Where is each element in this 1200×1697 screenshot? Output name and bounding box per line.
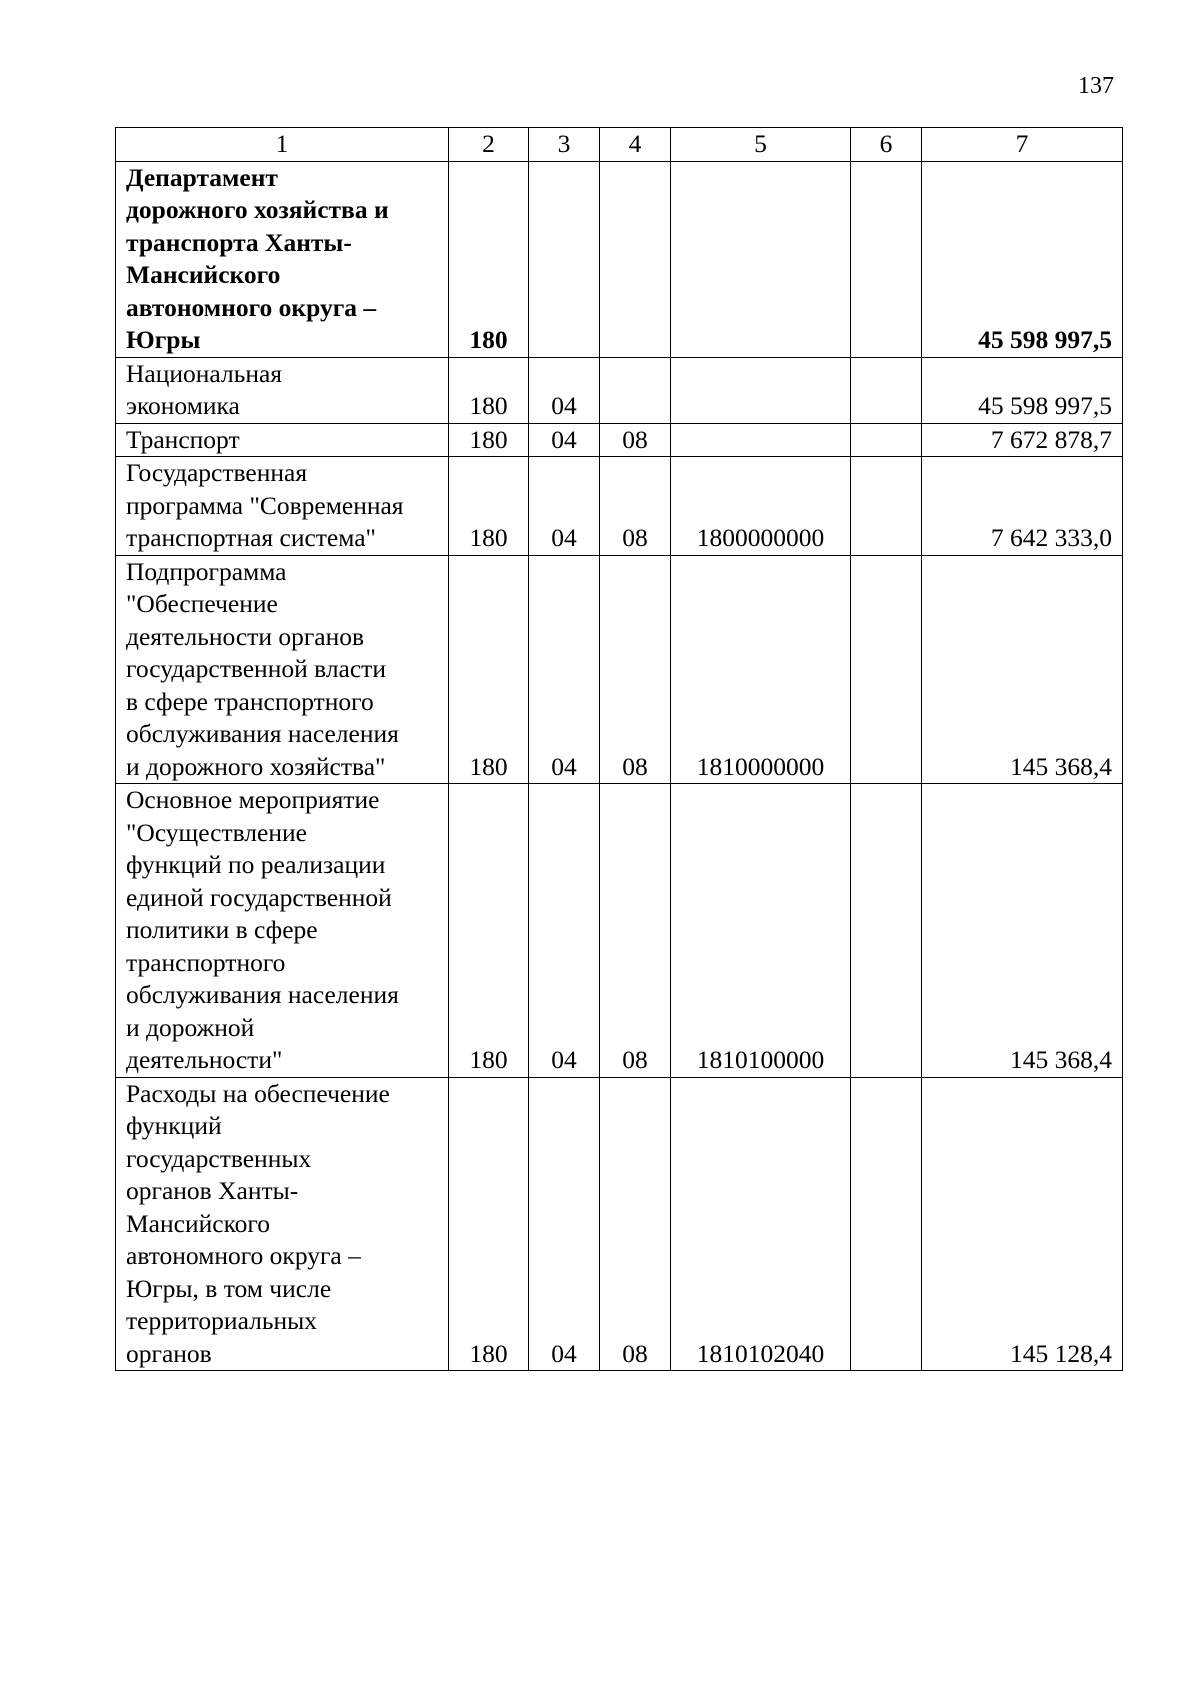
row-amount-cell: 145 368,4	[922, 784, 1123, 1078]
row-amount-cell: 45 598 997,5	[922, 161, 1123, 357]
row-code-col-5: 1810000000	[671, 555, 851, 784]
row-name-line: Подпрограмма	[126, 556, 287, 586]
row-amount-cell: 45 598 997,5	[922, 357, 1123, 423]
row-name-cell	[116, 357, 449, 423]
row-code-col-4: 08	[600, 423, 671, 457]
row-amount-cell: 145 368,4	[922, 555, 1123, 784]
row-name-line: Основное мероприятие	[126, 785, 380, 814]
row-name-line: экономика	[126, 391, 240, 420]
row-code-col-5	[671, 423, 851, 457]
header-row	[116, 128, 1123, 162]
row-name-line: и дорожного хозяйства"	[126, 751, 386, 781]
row-code-col-2: 180	[449, 357, 529, 423]
row-code-col-4: 08	[600, 555, 671, 784]
row-name-cell	[116, 1077, 449, 1371]
row-amount-cell: 7 672 878,7	[922, 423, 1123, 457]
row-code-col-6	[851, 457, 922, 556]
row-code-col-2: 180	[449, 423, 529, 457]
row-name-line: автономного округа –	[126, 292, 377, 322]
row-name-line: "Осуществление	[126, 817, 307, 847]
row-code-col-3: 04	[529, 357, 600, 423]
row-name-line: дорожного хозяйства и	[126, 195, 389, 224]
row-name-line: Расходы на обеспечение	[126, 1078, 390, 1108]
header-cell-5: 5	[671, 128, 851, 162]
row-name-line: территориальных	[126, 1306, 317, 1335]
row-name-cell	[116, 423, 449, 457]
row-name-line: Югры, в том числе	[126, 1273, 332, 1303]
row-name-line: автономного округа –	[126, 1241, 361, 1270]
header-cell-4: 4	[600, 128, 671, 162]
table-row	[116, 457, 1123, 556]
row-name-cell	[116, 457, 449, 556]
row-code-col-4: 08	[600, 457, 671, 556]
row-name-line: транспортная система"	[126, 523, 376, 552]
row-name-line: Государственная	[126, 458, 308, 487]
header-cell-7: 7	[922, 128, 1123, 162]
row-name-cell	[116, 555, 449, 784]
row-name-line: единой государственной	[126, 882, 392, 912]
row-name-line: функций	[126, 1111, 222, 1140]
row-name-line: государственной власти	[126, 654, 386, 683]
table-row	[116, 555, 1123, 784]
row-name-line: Транспорт	[126, 424, 240, 454]
row-code-col-3	[529, 161, 600, 357]
row-name-line: Департамент	[126, 162, 278, 192]
row-name-line: Национальная	[126, 358, 283, 388]
row-name-line: обслуживания населения	[126, 980, 399, 1009]
table-row	[116, 423, 1123, 457]
row-code-col-6	[851, 357, 922, 423]
row-name-line: органов Ханты-	[126, 1176, 299, 1205]
table-row	[116, 161, 1123, 357]
header-cell-1: 1	[116, 128, 449, 162]
row-code-col-4	[600, 357, 671, 423]
row-name-line: и дорожной	[126, 1012, 255, 1042]
table-row	[116, 1077, 1123, 1371]
row-name-line: обслуживания населения	[126, 719, 399, 748]
row-name-cell	[116, 161, 449, 357]
row-name-line: Мансийского	[126, 1208, 270, 1238]
row-code-col-6	[851, 784, 922, 1078]
row-code-col-3: 04	[529, 555, 600, 784]
table-row	[116, 357, 1123, 423]
row-code-col-5	[671, 161, 851, 357]
row-name-line: деятельности"	[126, 1045, 283, 1074]
table-header	[116, 128, 1123, 162]
row-name-line: Югры	[126, 325, 201, 354]
header-cell-6: 6	[851, 128, 922, 162]
row-name-line: транспорта Ханты-	[126, 227, 352, 257]
row-code-col-4: 08	[600, 1077, 671, 1371]
row-name-line: органов	[126, 1338, 212, 1368]
row-code-col-6	[851, 555, 922, 784]
row-code-col-3: 04	[529, 457, 600, 556]
header-cell-3: 3	[529, 128, 600, 162]
row-code-col-2: 180	[449, 1077, 529, 1371]
row-code-col-6	[851, 423, 922, 457]
row-code-col-5: 1810102040	[671, 1077, 851, 1371]
row-name-line: в сфере транспортного	[126, 686, 374, 716]
row-name-line: политики в сфере	[126, 915, 318, 944]
row-name-line: Мансийского	[126, 260, 281, 289]
row-code-col-5: 1810100000	[671, 784, 851, 1078]
row-code-col-2: 180	[449, 161, 529, 357]
row-code-col-6	[851, 161, 922, 357]
row-amount-cell: 145 128,4	[922, 1077, 1123, 1371]
row-name-line: государственных	[126, 1143, 312, 1173]
row-code-col-3: 04	[529, 784, 600, 1078]
row-code-col-6	[851, 1077, 922, 1371]
budget-table	[115, 127, 1123, 1371]
table-row	[116, 784, 1123, 1078]
row-code-col-2: 180	[449, 784, 529, 1078]
row-code-col-2: 180	[449, 457, 529, 556]
row-code-col-5	[671, 357, 851, 423]
row-amount-cell: 7 642 333,0	[922, 457, 1123, 556]
row-name-cell	[116, 784, 449, 1078]
row-name-line: "Обеспечение	[126, 589, 278, 618]
row-code-col-3: 04	[529, 423, 600, 457]
table-body	[116, 161, 1123, 1371]
row-code-col-4: 08	[600, 784, 671, 1078]
page-number: 137	[1078, 73, 1114, 99]
row-code-col-3: 04	[529, 1077, 600, 1371]
row-name-line: деятельности органов	[126, 621, 365, 651]
header-cell-2: 2	[449, 128, 529, 162]
row-code-col-5: 1800000000	[671, 457, 851, 556]
row-name-line: программа "Современная	[126, 490, 404, 520]
row-code-col-2: 180	[449, 555, 529, 784]
row-name-line: транспортного	[126, 947, 286, 977]
row-name-line: функций по реализации	[126, 850, 386, 879]
row-code-col-4	[600, 161, 671, 357]
